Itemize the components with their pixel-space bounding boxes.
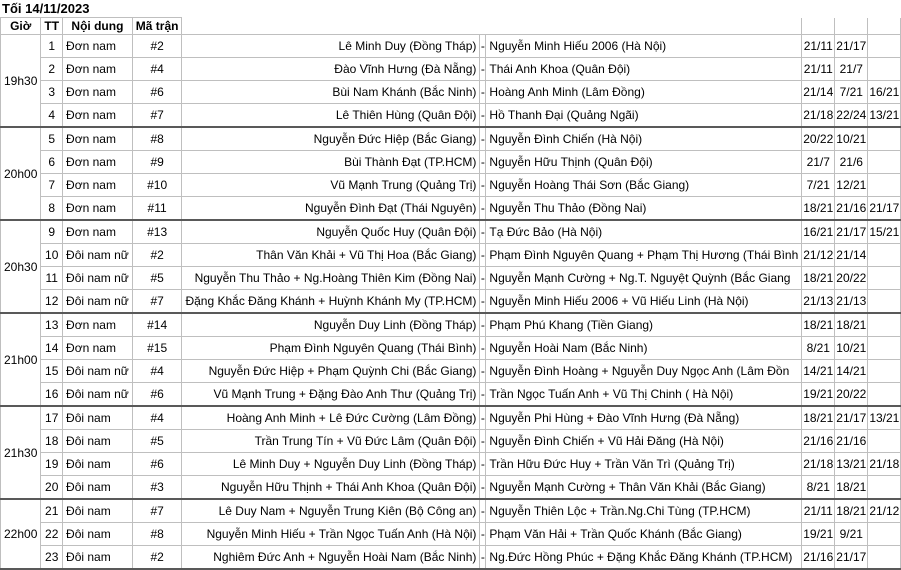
score-set-1: 8/21 — [802, 337, 835, 360]
time-slot: 20h30 — [1, 220, 41, 313]
header-match-code: Mã trận — [132, 18, 182, 35]
left-player-cell: Nguyễn Duy Linh (Đồng Tháp) — [182, 313, 480, 337]
score-set-1: 21/13 — [802, 290, 835, 314]
score-set-2: 13/21 — [835, 453, 868, 476]
right-player-cell: Nguyễn Hoàng Thái Sơn (Bắc Giang) — [486, 174, 802, 197]
right-player-cell: Hoàng Anh Minh (Lâm Đồng) — [486, 81, 802, 104]
table-row — [1, 267, 901, 290]
table-row — [1, 337, 901, 360]
table-row — [1, 430, 901, 453]
score-set-2: 14/21 — [835, 360, 868, 383]
score-set-1: 21/18 — [802, 104, 835, 128]
score-set-1: 19/21 — [802, 383, 835, 407]
event-cell: Đôi nam nữ — [63, 244, 133, 267]
match-code-cell: #14 — [132, 313, 182, 337]
score-set-1: 21/11 — [802, 499, 835, 523]
table-row — [1, 35, 901, 58]
left-player-cell: Hoàng Anh Minh + Lê Đức Cường (Lâm Đồng) — [182, 406, 480, 430]
match-code-cell: #6 — [132, 383, 182, 407]
score-set-1: 7/21 — [802, 174, 835, 197]
order-cell: 6 — [41, 151, 63, 174]
score-set-2: 20/22 — [835, 383, 868, 407]
right-player-cell: Nguyễn Mạnh Cường + Ng.T. Nguyệt Quỳnh (Bắc Giang — [486, 267, 802, 290]
score-set-3 — [868, 476, 901, 500]
score-set-3 — [868, 383, 901, 407]
left-player-cell: Nguyễn Hữu Thịnh + Thái Anh Khoa (Quân Đội) — [182, 476, 480, 500]
right-player-cell: Phạm Văn Hải + Trần Quốc Khánh (Bắc Giang) — [486, 523, 802, 546]
match-code-cell: #13 — [132, 220, 182, 244]
separator-cell: - — [480, 197, 486, 221]
match-code-cell: #8 — [132, 523, 182, 546]
right-player-cell: Nguyễn Hữu Thịnh (Quân Đội) — [486, 151, 802, 174]
score-set-3 — [868, 35, 901, 58]
order-cell: 10 — [41, 244, 63, 267]
score-set-3 — [868, 430, 901, 453]
score-set-2: 21/13 — [835, 290, 868, 314]
match-code-cell: #7 — [132, 499, 182, 523]
order-cell: 11 — [41, 267, 63, 290]
order-cell: 12 — [41, 290, 63, 314]
right-player-cell: Nguyễn Minh Hiếu 2006 + Vũ Hiếu Linh (Hà Nội) — [486, 290, 802, 314]
right-player-cell: Hồ Thanh Đại (Quảng Ngãi) — [486, 104, 802, 128]
score-set-1: 18/21 — [802, 406, 835, 430]
event-cell: Đơn nam — [63, 104, 133, 128]
right-player-cell: Nguyễn Thiên Lộc + Trần.Ng.Chi Tùng (TP.HCM) — [486, 499, 802, 523]
event-cell: Đôi nam nữ — [63, 267, 133, 290]
match-code-cell: #6 — [132, 81, 182, 104]
score-set-3 — [868, 267, 901, 290]
left-player-cell: Nguyễn Đức Hiệp (Bắc Giang) — [182, 127, 480, 151]
order-cell: 13 — [41, 313, 63, 337]
order-cell: 1 — [41, 35, 63, 58]
header-blank — [486, 18, 802, 35]
right-player-cell: Nguyễn Mạnh Cường + Thân Văn Khải (Bắc Giang) — [486, 476, 802, 500]
table-row — [1, 360, 901, 383]
score-set-1: 21/11 — [802, 58, 835, 81]
event-cell: Đơn nam — [63, 35, 133, 58]
event-cell: Đôi nam — [63, 523, 133, 546]
table-row — [1, 476, 901, 500]
score-set-2: 21/6 — [835, 151, 868, 174]
right-player-cell: Tạ Đức Bảo (Hà Nội) — [486, 220, 802, 244]
event-cell: Đơn nam — [63, 127, 133, 151]
score-set-3: 21/17 — [868, 197, 901, 221]
score-set-2: 10/21 — [835, 337, 868, 360]
event-cell: Đôi nam nữ — [63, 360, 133, 383]
header-time: Giờ — [1, 18, 41, 35]
table-row — [1, 290, 901, 314]
left-player-cell: Nguyễn Thu Thảo + Ng.Hoàng Thiên Kim (Đồng Nai) — [182, 267, 480, 290]
event-cell: Đôi nam — [63, 430, 133, 453]
separator-cell: - — [480, 360, 486, 383]
score-set-2: 18/21 — [835, 499, 868, 523]
score-set-3 — [868, 546, 901, 570]
score-set-2: 10/21 — [835, 127, 868, 151]
score-set-2: 21/17 — [835, 546, 868, 570]
event-cell: Đôi nam — [63, 499, 133, 523]
score-set-3 — [868, 58, 901, 81]
right-player-cell: Phạm Phú Khang (Tiền Giang) — [486, 313, 802, 337]
separator-cell: - — [480, 151, 486, 174]
score-set-3: 16/21 — [868, 81, 901, 104]
header-row — [1, 18, 901, 35]
match-code-cell: #11 — [132, 197, 182, 221]
order-cell: 19 — [41, 453, 63, 476]
left-player-cell: Vũ Mạnh Trung (Quảng Trị) — [182, 174, 480, 197]
right-player-cell: Nguyễn Minh Hiếu 2006 (Hà Nội) — [486, 35, 802, 58]
event-cell: Đơn nam — [63, 313, 133, 337]
schedule-table — [0, 17, 901, 570]
separator-cell: - — [480, 546, 486, 570]
table-row — [1, 197, 901, 221]
score-set-2: 21/17 — [835, 220, 868, 244]
event-cell: Đơn nam — [63, 197, 133, 221]
left-player-cell: Bùi Thành Đạt (TP.HCM) — [182, 151, 480, 174]
page-title: Tối 14/11/2023 — [2, 1, 90, 16]
table-row — [1, 523, 901, 546]
score-set-2: 20/22 — [835, 267, 868, 290]
event-cell: Đơn nam — [63, 81, 133, 104]
score-set-1: 18/21 — [802, 197, 835, 221]
table-row — [1, 81, 901, 104]
order-cell: 9 — [41, 220, 63, 244]
table-row — [1, 151, 901, 174]
score-set-3 — [868, 127, 901, 151]
order-cell: 3 — [41, 81, 63, 104]
separator-cell: - — [480, 453, 486, 476]
match-code-cell: #4 — [132, 58, 182, 81]
separator-cell: - — [480, 174, 486, 197]
left-player-cell: Bùi Nam Khánh (Bắc Ninh) — [182, 81, 480, 104]
left-player-cell: Nguyễn Minh Hiếu + Trần Ngọc Tuấn Anh (Hà Nội) — [182, 523, 480, 546]
match-code-cell: #4 — [132, 406, 182, 430]
match-code-cell: #2 — [132, 244, 182, 267]
table-row — [1, 453, 901, 476]
score-set-1: 19/21 — [802, 523, 835, 546]
header-order: TT — [41, 18, 63, 35]
table-row — [1, 406, 901, 430]
separator-cell: - — [480, 220, 486, 244]
right-player-cell: Trần Ngọc Tuấn Anh + Vũ Thị Chinh ( Hà Nội) — [486, 383, 802, 407]
score-set-3 — [868, 174, 901, 197]
score-set-1: 16/21 — [802, 220, 835, 244]
score-set-1: 20/22 — [802, 127, 835, 151]
score-set-1: 18/21 — [802, 313, 835, 337]
left-player-cell: Lê Thiên Hùng (Quân Đội) — [182, 104, 480, 128]
table-row — [1, 244, 901, 267]
score-set-3: 21/18 — [868, 453, 901, 476]
order-cell: 17 — [41, 406, 63, 430]
match-code-cell: #7 — [132, 290, 182, 314]
left-player-cell: Lê Duy Nam + Nguyễn Trung Kiên (Bộ Công an) — [182, 499, 480, 523]
score-set-1: 21/16 — [802, 430, 835, 453]
score-set-2: 12/21 — [835, 174, 868, 197]
right-player-cell: Nguyễn Hoài Nam (Bắc Ninh) — [486, 337, 802, 360]
score-set-2: 21/17 — [835, 35, 868, 58]
right-player-cell: Nguyễn Thu Thảo (Đồng Nai) — [486, 197, 802, 221]
separator-cell: - — [480, 81, 486, 104]
separator-cell: - — [480, 58, 486, 81]
match-code-cell: #5 — [132, 430, 182, 453]
order-cell: 14 — [41, 337, 63, 360]
separator-cell: - — [480, 313, 486, 337]
match-code-cell: #10 — [132, 174, 182, 197]
event-cell: Đơn nam — [63, 220, 133, 244]
table-row — [1, 383, 901, 407]
score-set-3: 13/21 — [868, 104, 901, 128]
header-blank — [835, 18, 868, 35]
time-slot: 22h00 — [1, 499, 41, 569]
right-player-cell: Thái Anh Khoa (Quân Đội) — [486, 58, 802, 81]
score-set-2: 18/21 — [835, 476, 868, 500]
match-code-cell: #9 — [132, 151, 182, 174]
order-cell: 15 — [41, 360, 63, 383]
separator-cell: - — [480, 476, 486, 500]
table-row — [1, 127, 901, 151]
separator-cell: - — [480, 430, 486, 453]
score-set-3 — [868, 523, 901, 546]
separator-cell: - — [480, 383, 486, 407]
score-set-3 — [868, 244, 901, 267]
order-cell: 21 — [41, 499, 63, 523]
order-cell: 8 — [41, 197, 63, 221]
table-row — [1, 104, 901, 128]
order-cell: 18 — [41, 430, 63, 453]
table-row — [1, 499, 901, 523]
right-player-cell: Phạm Đình Nguyên Quang + Phạm Thị Hương (Thái Bình — [486, 244, 802, 267]
left-player-cell: Đào Vĩnh Hưng (Đà Nẵng) — [182, 58, 480, 81]
score-set-3 — [868, 360, 901, 383]
score-set-2: 21/16 — [835, 197, 868, 221]
score-set-3 — [868, 313, 901, 337]
left-player-cell: Phạm Đình Nguyên Quang (Thái Bình) — [182, 337, 480, 360]
order-cell: 20 — [41, 476, 63, 500]
score-set-3 — [868, 337, 901, 360]
order-cell: 7 — [41, 174, 63, 197]
separator-cell: - — [480, 244, 486, 267]
score-set-2: 21/16 — [835, 430, 868, 453]
score-set-1: 21/14 — [802, 81, 835, 104]
separator-cell: - — [480, 523, 486, 546]
event-cell: Đơn nam — [63, 58, 133, 81]
score-set-1: 21/16 — [802, 546, 835, 570]
order-cell: 2 — [41, 58, 63, 81]
score-set-2: 9/21 — [835, 523, 868, 546]
score-set-1: 18/21 — [802, 267, 835, 290]
time-slot: 20h00 — [1, 127, 41, 220]
separator-cell: - — [480, 290, 486, 314]
separator-cell: - — [480, 104, 486, 128]
right-player-cell: Nguyễn Phi Hùng + Đào Vĩnh Hưng (Đà Nẵng) — [486, 406, 802, 430]
table-row — [1, 313, 901, 337]
time-slot: 19h30 — [1, 35, 41, 128]
table-row — [1, 174, 901, 197]
table-row — [1, 58, 901, 81]
event-cell: Đôi nam nữ — [63, 290, 133, 314]
score-set-3 — [868, 151, 901, 174]
right-player-cell: Ng.Đức Hồng Phúc + Đặng Khắc Đăng Khánh (TP.HCM) — [486, 546, 802, 570]
header-blank — [802, 18, 835, 35]
event-cell: Đôi nam — [63, 476, 133, 500]
left-player-cell: Nguyễn Đức Hiệp + Phạm Quỳnh Chi (Bắc Giang) — [182, 360, 480, 383]
separator-cell: - — [480, 337, 486, 360]
left-player-cell: Trần Trung Tín + Vũ Đức Lâm (Quân Đội) — [182, 430, 480, 453]
left-player-cell: Đặng Khắc Đăng Khánh + Huỳnh Khánh My (TP.HCM) — [182, 290, 480, 314]
event-cell: Đôi nam — [63, 453, 133, 476]
score-set-1: 21/12 — [802, 244, 835, 267]
score-set-3: 13/21 — [868, 406, 901, 430]
separator-cell: - — [480, 499, 486, 523]
right-player-cell: Nguyễn Đình Hoàng + Nguyễn Duy Ngọc Anh (Lâm Đồn — [486, 360, 802, 383]
match-code-cell: #8 — [132, 127, 182, 151]
match-code-cell: #15 — [132, 337, 182, 360]
event-cell: Đôi nam — [63, 406, 133, 430]
separator-cell: - — [480, 267, 486, 290]
table-row — [1, 546, 901, 570]
left-player-cell: Lê Minh Duy (Đồng Tháp) — [182, 35, 480, 58]
score-set-2: 21/7 — [835, 58, 868, 81]
score-set-2: 18/21 — [835, 313, 868, 337]
separator-cell: - — [480, 35, 486, 58]
left-player-cell: Thân Văn Khải + Vũ Thị Hoa (Bắc Giang) — [182, 244, 480, 267]
match-code-cell: #5 — [132, 267, 182, 290]
match-code-cell: #3 — [132, 476, 182, 500]
score-set-1: 14/21 — [802, 360, 835, 383]
event-cell: Đôi nam nữ — [63, 383, 133, 407]
left-player-cell: Vũ Mạnh Trung + Đặng Đào Anh Thư (Quảng Trị) — [182, 383, 480, 407]
order-cell: 16 — [41, 383, 63, 407]
match-code-cell: #4 — [132, 360, 182, 383]
left-player-cell: Nguyễn Đình Đạt (Thái Nguyên) — [182, 197, 480, 221]
score-set-2: 7/21 — [835, 81, 868, 104]
table-row — [1, 220, 901, 244]
left-player-cell: Nguyễn Quốc Huy (Quân Đội) — [182, 220, 480, 244]
right-player-cell: Nguyễn Đình Chiến (Hà Nội) — [486, 127, 802, 151]
score-set-1: 8/21 — [802, 476, 835, 500]
time-slot: 21h30 — [1, 406, 41, 499]
header-event: Nội dung — [63, 18, 133, 35]
match-code-cell: #7 — [132, 104, 182, 128]
right-player-cell: Nguyễn Đình Chiến + Vũ Hải Đăng (Hà Nội) — [486, 430, 802, 453]
score-set-1: 21/18 — [802, 453, 835, 476]
score-set-3 — [868, 290, 901, 314]
score-set-1: 21/7 — [802, 151, 835, 174]
match-code-cell: #6 — [132, 453, 182, 476]
order-cell: 5 — [41, 127, 63, 151]
event-cell: Đơn nam — [63, 174, 133, 197]
score-set-3: 21/12 — [868, 499, 901, 523]
match-code-cell: #2 — [132, 35, 182, 58]
header-blank — [182, 18, 480, 35]
score-set-2: 21/17 — [835, 406, 868, 430]
score-set-2: 22/24 — [835, 104, 868, 128]
event-cell: Đơn nam — [63, 337, 133, 360]
order-cell: 4 — [41, 104, 63, 128]
score-set-1: 21/11 — [802, 35, 835, 58]
time-slot: 21h00 — [1, 313, 41, 406]
separator-cell: - — [480, 127, 486, 151]
order-cell: 23 — [41, 546, 63, 570]
right-player-cell: Trần Hữu Đức Huy + Trần Văn Trì (Quảng Trị) — [486, 453, 802, 476]
left-player-cell: Lê Minh Duy + Nguyễn Duy Linh (Đồng Tháp) — [182, 453, 480, 476]
score-set-2: 21/14 — [835, 244, 868, 267]
header-blank — [868, 18, 901, 35]
left-player-cell: Nghiêm Đức Anh + Nguyễn Hoài Nam (Bắc Ninh) — [182, 546, 480, 570]
event-cell: Đôi nam — [63, 546, 133, 570]
event-cell: Đơn nam — [63, 151, 133, 174]
separator-cell: - — [480, 406, 486, 430]
match-code-cell: #2 — [132, 546, 182, 570]
score-set-3: 15/21 — [868, 220, 901, 244]
order-cell: 22 — [41, 523, 63, 546]
